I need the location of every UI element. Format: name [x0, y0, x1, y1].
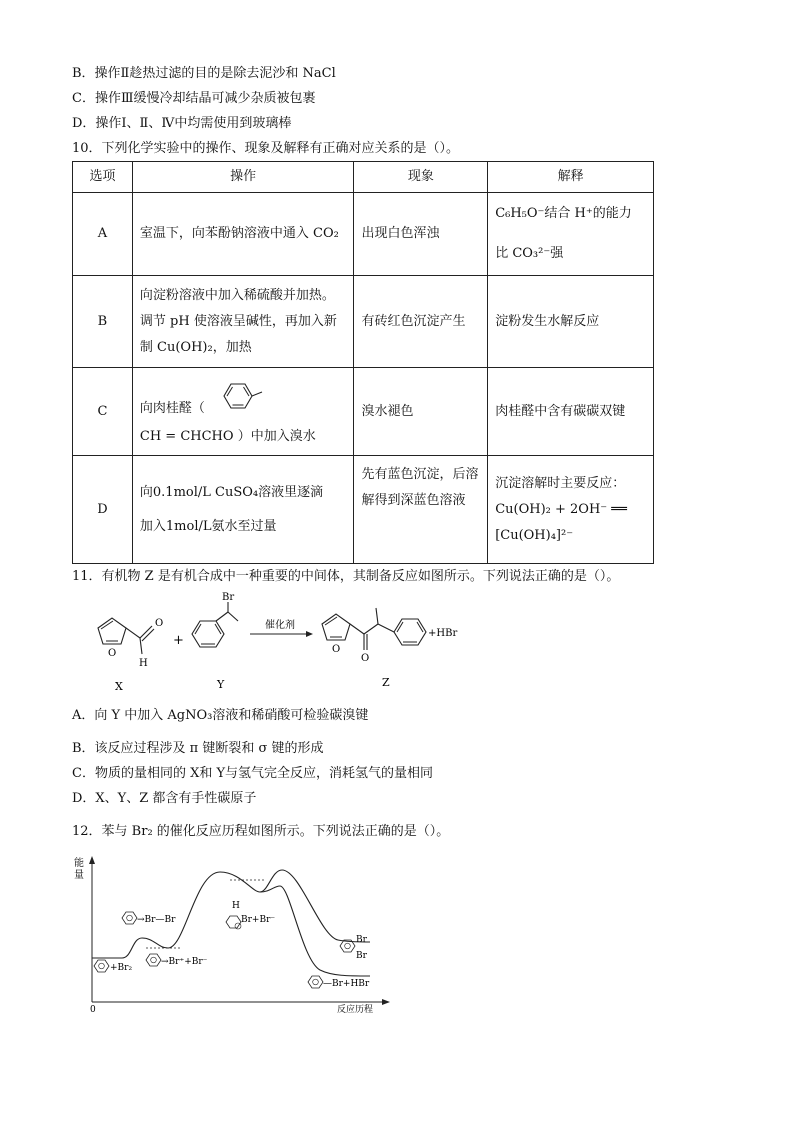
row-option: B: [73, 276, 133, 368]
x-axis-arrow: [382, 999, 390, 1005]
row-phenomenon: [354, 456, 488, 564]
explanation-line: [Cu(OH)₄]²⁻: [495, 527, 574, 543]
operation-line: 向淀粉溶液中加入稀硫酸并加热。: [139, 287, 335, 303]
header-phenomenon: 现象: [354, 162, 488, 193]
q11-reaction-scheme: [60, 588, 540, 698]
row-phenomenon: 出现白色浑浊: [354, 193, 488, 276]
q11-stem: 11．有机物 Z 是有机合成中一种重要的中间体，其制备反应如图所示。下列说法正确的是（）。: [72, 569, 620, 584]
reaction-arrow-head: [306, 631, 313, 637]
y-axis-arrow: [89, 856, 95, 864]
species-label: Br+Br⁻: [241, 915, 276, 925]
origin-label: 0: [90, 1005, 96, 1015]
row-option: A: [73, 193, 133, 276]
operation-line: 调节 pH 使溶液呈碱性，再加入新: [139, 313, 337, 329]
compound-label-x: X: [115, 680, 123, 693]
atom-label: O: [155, 618, 164, 629]
row-explanation: [488, 193, 654, 276]
compound-label-y: Y: [217, 678, 225, 691]
header-explanation: 解释: [488, 162, 654, 193]
row-phenomenon: 溴水褪色: [354, 368, 488, 456]
operation-line: 向肉桂醛（: [139, 400, 205, 416]
benzene-icon: [308, 976, 323, 988]
q11-option-a: A．向 Y 中加入 AgNO₃溶液和稀硝酸可检验碳溴键: [72, 708, 369, 723]
row-phenomenon: 有砖红色沉淀产生: [354, 276, 488, 368]
operation-line: 加入1mol/L氨水至过量: [139, 518, 277, 534]
row-explanation: [488, 456, 654, 564]
table-row-d: [73, 456, 654, 564]
row-operation: [132, 276, 354, 368]
explanation-line: 沉淀溶解时主要反应：: [495, 475, 626, 491]
explanation-line: Cu(OH)₂ + 2OH⁻ ══: [495, 501, 627, 517]
atom-label: O: [108, 648, 117, 659]
operation-line: 向0.1mol/L CuSO₄溶液里逐滴: [139, 484, 324, 500]
atom-label: H: [139, 658, 148, 669]
species-label: →Br⁺+Br⁻: [161, 957, 208, 967]
q11-option-d: D．X、Y、Z 都含有手性碳原子: [72, 791, 257, 806]
compound-label-z: Z: [382, 676, 390, 689]
table-row-c: [73, 368, 654, 456]
q9-option-c: C．操作Ⅲ缓慢冷却结晶可减少杂质被包裹: [72, 91, 316, 106]
x-axis-label: 反应历程: [337, 1005, 374, 1015]
operation-line: CH = CHCHO ）中加入溴水: [139, 428, 316, 444]
explanation-line: 比 CO₃²⁻强: [495, 246, 564, 261]
y-axis-label: 量: [74, 870, 84, 881]
row-option: C: [73, 368, 133, 456]
benzenium-icon: [226, 916, 241, 929]
q9-option-d: D．操作Ⅰ、Ⅱ、Ⅳ中均需使用到玻璃棒: [72, 116, 292, 131]
species-label: Br: [356, 935, 367, 945]
table-header-row: [73, 162, 654, 193]
header-operation: 操作: [132, 162, 354, 193]
atom-label: O: [332, 644, 341, 655]
benzene-icon: [146, 954, 161, 966]
species-label: →Br—Br: [137, 915, 176, 925]
row-operation: [132, 368, 354, 456]
table-row-b: [73, 276, 654, 368]
benzene-icon: [94, 960, 109, 972]
q11-option-c: C．物质的量相同的 X和 Y与氢气完全反应，消耗氢气的量相同: [72, 766, 434, 781]
table-row-a: [73, 193, 654, 276]
row-explanation: 肉桂醛中含有碳碳双键: [488, 368, 654, 456]
q12-energy-diagram: [70, 852, 410, 1017]
row-option: D: [73, 456, 133, 564]
atom-label: O: [361, 653, 370, 664]
header-option: 选项: [73, 162, 133, 193]
species-label: Br: [356, 951, 367, 961]
phenomenon-line: 先有蓝色沉淀，后溶: [361, 467, 479, 482]
energy-curve-upper: [92, 870, 370, 958]
compound-x-structure: [98, 618, 154, 654]
energy-curve-lower: [260, 886, 370, 976]
q10-stem: 10．下列化学实验中的操作、现象及解释有正确对应关系的是（）。: [72, 141, 460, 156]
species-label: H: [232, 901, 240, 911]
hbr-label: +HBr: [428, 628, 458, 639]
q10-table: [72, 161, 654, 564]
y-axis-label: 能: [74, 858, 84, 869]
row-operation: [132, 456, 354, 564]
plus-sign: +: [173, 633, 184, 648]
catalyst-label: 催化剂: [265, 620, 295, 631]
row-explanation: 淀粉发生水解反应: [488, 276, 654, 368]
q11-option-b: B．该反应过程涉及 π 键断裂和 σ 键的形成: [72, 741, 324, 756]
explanation-line: C₆H₅O⁻结合 H⁺的能力: [495, 206, 632, 221]
operation-line: 制 Cu(OH)₂，加热: [139, 339, 252, 355]
species-label: +Br₂: [110, 963, 133, 973]
atom-label: Br: [222, 592, 235, 603]
compound-y-structure: [192, 602, 238, 647]
q9-option-b: B．操作Ⅱ趁热过滤的目的是除去泥沙和 NaCl: [72, 66, 336, 81]
row-operation: 室温下，向苯酚钠溶液中通入 CO₂: [132, 193, 354, 276]
benzene-icon: [122, 912, 137, 924]
phenomenon-line: 解得到深蓝色溶液: [361, 493, 466, 508]
benzene-ring-icon: [210, 376, 266, 416]
q12-stem: 12．苯与 Br₂ 的催化反应历程如图所示。下列说法正确的是（）。: [72, 824, 450, 839]
species-label: —Br+HBr: [323, 979, 370, 989]
